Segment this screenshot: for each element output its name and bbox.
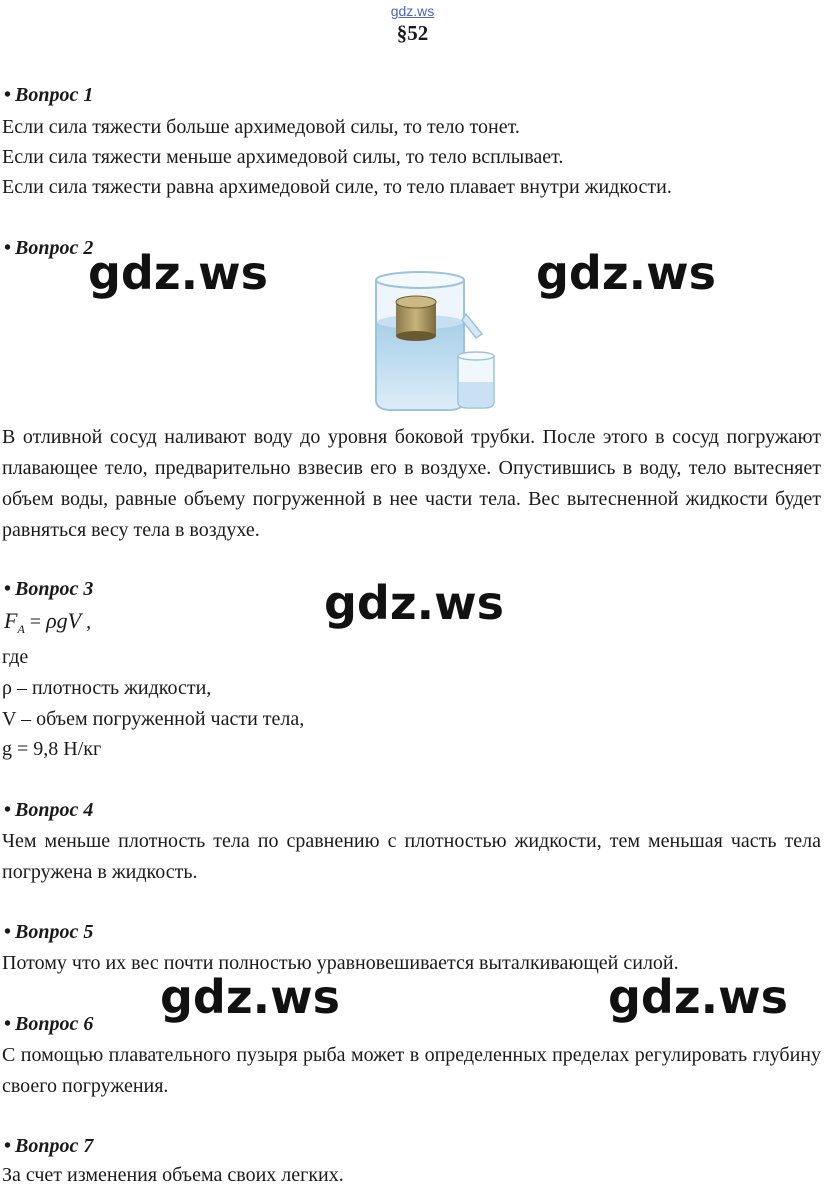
watermark: gdz.ws [536,246,716,300]
question-3-line-3: V – объем погруженной части тела, [2,708,305,730]
formula-rhs: ρgV [46,608,82,633]
question-6-heading: • Вопрос 6 [4,1013,94,1035]
watermark: gdz.ws [160,970,340,1024]
question-4-heading: • Вопрос 4 [4,799,94,821]
section-title: §52 [396,21,429,45]
question-1-line-3: Если сила тяжести равна архимедовой силе, то тело плавает внутри жидкости. [2,176,672,198]
watermark: gdz.ws [608,970,788,1024]
formula-force: F [4,608,18,633]
watermark: gdz.ws [88,246,268,300]
question-7-answer: За счет изменения объема своих легких. [2,1164,344,1186]
overflow-vessel-illustration [352,264,502,414]
question-6-answer: С помощью плавательного пузыря рыба может в определенных пределах регулировать глубину своего погружения. [2,1044,821,1097]
question-5-answer: Потому что их вес почти полностью уравновешивается выталкивающей силой. [2,952,679,974]
formula-tail: , [81,611,92,633]
archimedes-formula [4,608,91,637]
question-7-heading: • Вопрос 7 [4,1135,94,1157]
question-3-line-2: ρ – плотность жидкости, [2,677,212,699]
question-4-answer: Чем меньше плотность тела по сравнению с плотностью жидкости, тем меньшая часть тела погружена в жидкость. [2,830,821,883]
question-3-line-1: где [2,646,29,668]
site-link[interactable]: gdz.ws [390,3,435,19]
question-2-heading: • Вопрос 2 [4,237,94,259]
question-2-answer: В отливной сосуд наливают воду до уровня боковой трубки. После этого в сосуд погружают плавающее тело, предварительно взвесив его в воздухе. Опустившись в воду, тело вытесняет объем воды, равные объему погруженной в нее части тела. Вес вытесненной жидкости будет равняться весу тела в воздухе. [2,426,821,541]
question-1-heading: • Вопрос 1 [4,84,94,106]
question-5-heading: • Вопрос 5 [4,921,94,943]
question-1-line-1: Если сила тяжести больше архимедовой силы, то тело тонет. [2,116,520,138]
watermark: gdz.ws [324,576,504,630]
formula-subscript: A [17,622,25,636]
question-1-line-2: Если сила тяжести меньше архимедовой силы, то тело всплывает. [2,146,564,168]
formula-equals: = [24,611,47,633]
question-3-heading: • Вопрос 3 [4,578,94,600]
question-3-line-4: g = 9,8 Н/кг [2,738,102,760]
